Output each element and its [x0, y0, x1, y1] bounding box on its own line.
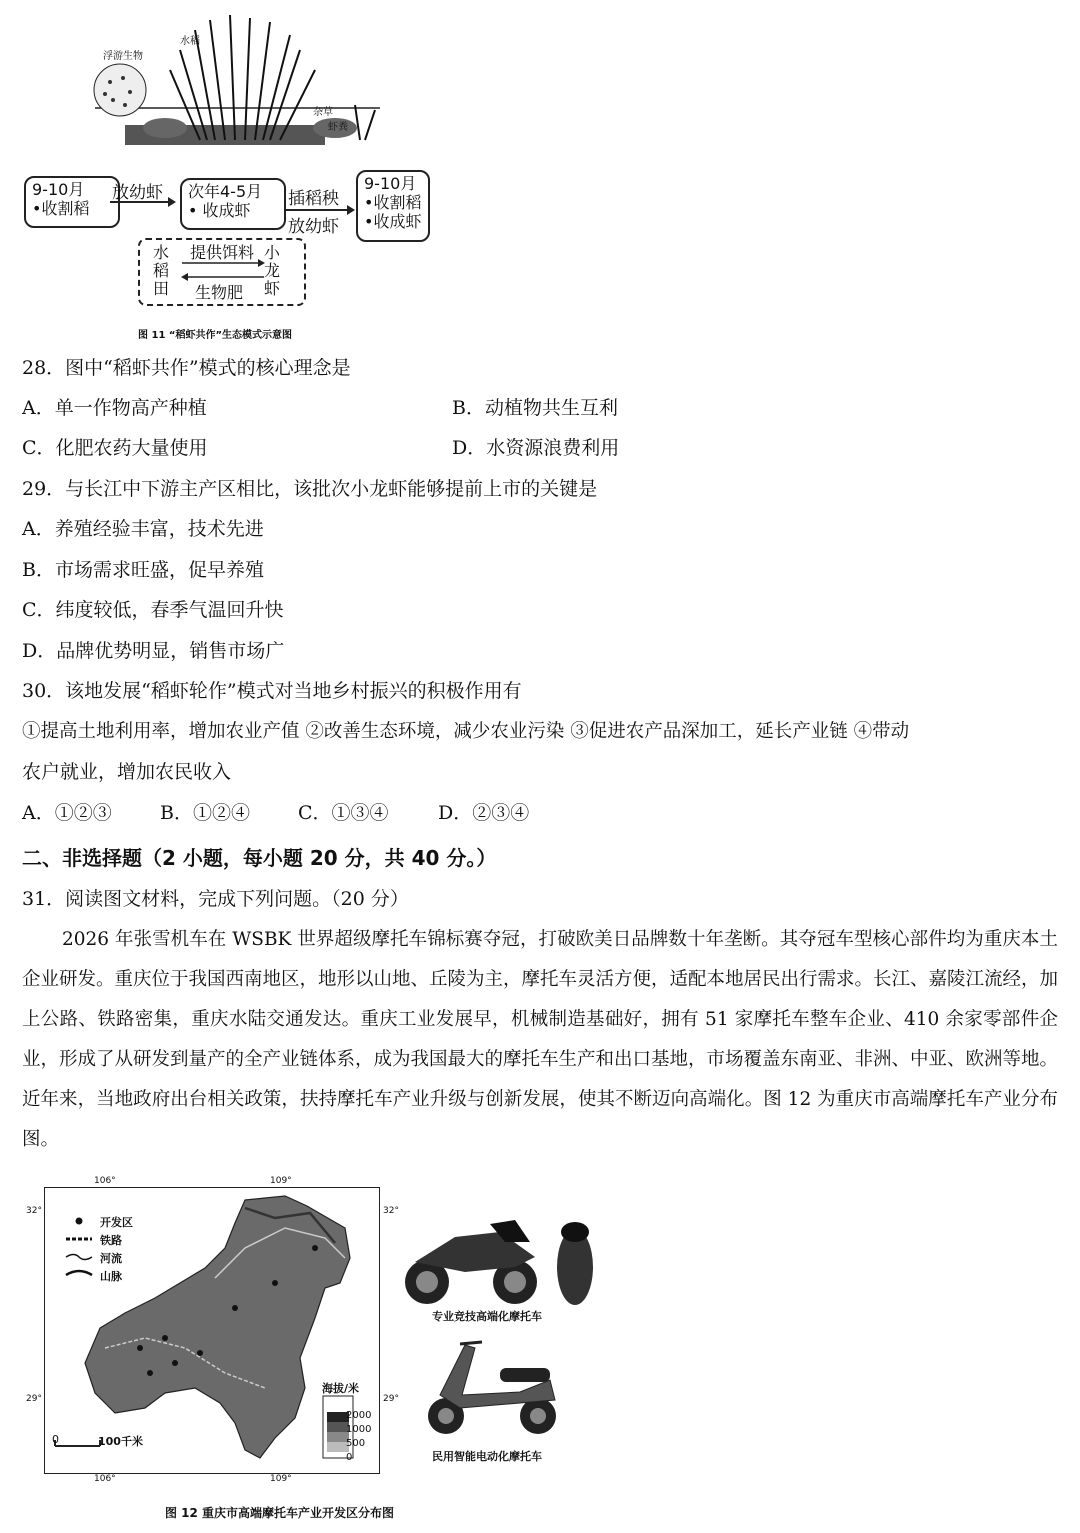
dev-zone-icon	[76, 1218, 83, 1225]
stage-box-3	[356, 170, 430, 242]
q30-option-c[interactable]: C．①③④	[298, 802, 389, 824]
section-2-heading: 二、非选择题（2 小题，每小题 20 分，共 40 分。）	[22, 846, 497, 870]
q30-items-line2: 农户就业，增加农民收入	[22, 761, 232, 783]
q29-option-b[interactable]: B．市场需求旺盛，促早养殖	[22, 559, 264, 581]
q30-items-line1: ①提高土地利用率，增加农业产值 ②改善生态环境，减少农业污染 ③促进农产品深加工，延长产业链 ④带动	[22, 721, 910, 742]
q28-option-a[interactable]: A．单一作物高产种植	[22, 397, 207, 419]
cycle-bottom-label: 生物肥	[195, 283, 244, 302]
q30-option-a[interactable]: A．①②③	[22, 802, 112, 824]
lon-top-left: 106°	[94, 1176, 116, 1186]
stage-box-1-action: •收割稻	[32, 199, 90, 218]
elevation-title: 海拔/米	[322, 1382, 360, 1395]
q30-option-d[interactable]: D．②③④	[438, 802, 530, 824]
q30-option-b[interactable]: B．①②④	[160, 802, 250, 824]
stage-box-1-month: 9-10月	[32, 180, 85, 199]
river-icon	[66, 1255, 92, 1260]
q29-option-a[interactable]: A．养殖经验丰富，技术先进	[22, 518, 264, 540]
weeds-label: 杂草	[313, 107, 333, 118]
lon-bottom-right: 109°	[270, 1474, 292, 1484]
elev-500: 500	[346, 1438, 366, 1449]
elev-1000: 1000	[346, 1424, 372, 1435]
stage-box-3-action-2: •收成虾	[364, 212, 422, 231]
arrow-1-label: 放幼虾	[112, 183, 163, 203]
arrow-2-bottom-label: 放幼虾	[288, 217, 339, 237]
sport-motorcycle-caption: 专业竞技高端化摩托车	[432, 1310, 542, 1323]
scale-100km: 100千米	[98, 1435, 143, 1448]
q31-stem: 31．阅读图文材料，完成下列问题。（20 分）	[22, 888, 409, 910]
stage-box-1	[24, 176, 120, 228]
cycle-left-label: 水稻田	[153, 243, 170, 298]
cycle-top-label: 提供饵料	[190, 243, 255, 262]
q28-stem: 28．图中“稻虾共作”模式的核心理念是	[22, 357, 351, 379]
q28-option-c[interactable]: C．化肥农药大量使用	[22, 437, 208, 459]
electric-scooter-image	[420, 1340, 560, 1440]
cycle-right-label: 小龙虾	[264, 243, 281, 298]
stage-box-2-action: • 收成虾	[188, 201, 251, 220]
figure-11-caption: 图 11 “稻虾共作”生态模式示意图	[138, 330, 293, 341]
stage-box-3-action-1: •收割稻	[364, 193, 422, 212]
legend-railway: 铁路	[100, 1234, 122, 1247]
lat-left-top: 32°	[26, 1206, 42, 1216]
q29-option-d[interactable]: D．品牌优势明显，销售市场广	[22, 640, 285, 662]
shrimp-manure-label: 虾粪	[328, 122, 348, 133]
arrow-right-icon	[108, 196, 178, 208]
q28-option-d[interactable]: D．水资源浪费利用	[452, 437, 620, 459]
legend-mountain: 山脉	[100, 1270, 122, 1283]
elev-0: 0	[346, 1452, 353, 1463]
scale-zero: 0	[52, 1433, 59, 1446]
legend-river: 河流	[100, 1252, 122, 1265]
lat-right-bottom: 29°	[383, 1394, 399, 1404]
elev-2000: 2000	[346, 1410, 372, 1421]
lon-bottom-left: 106°	[94, 1474, 116, 1484]
stage-box-3-month: 9-10月	[364, 174, 417, 193]
figure-12-caption: 图 12 重庆市高端摩托车产业开发区分布图	[165, 1506, 395, 1520]
stage-box-2	[180, 178, 286, 230]
q30-stem: 30．该地发展“稻虾轮作”模式对当地乡村振兴的积极作用有	[22, 680, 522, 702]
rice-shrimp-illustration	[85, 10, 385, 160]
q28-option-b[interactable]: B．动植物共生互利	[452, 397, 618, 419]
q31-paragraph: 2026 年张雪机车在 WSBK 世界超级摩托车锦标赛夺冠，打破欧美日品牌数十年垄断。其夺冠车型核心部件均为重庆本土企业研发。重庆位于我国西南地区，地形以山地、丘陵为主，摩托车灵活方便，适配本地居民出行需求。长江、嘉陵江流经，加上公路、铁路密集，重庆水陆交通发达。重庆工业发展早，机械制造基础好，拥有 51 家摩托车整车企业、410 余家零部件企业，形成了从研发到量产的全产业链体系，成为我国最大的摩托车生产和出口基地，市场覆盖东南亚、非洲、中亚、欧洲等地。近年来，当地政府出台相关政策，扶持摩托车产业升级与创新发展，使其不断迈向高端化。图 12 为重庆市高端摩托车产业分布图。	[22, 929, 1059, 1150]
lat-left-bottom: 29°	[26, 1394, 42, 1404]
lon-top-right: 109°	[270, 1176, 292, 1186]
plankton-label: 浮游生物	[103, 51, 143, 62]
q29-option-c[interactable]: C．纬度较低，春季气温回升快	[22, 599, 284, 621]
exchange-arrows-icon	[180, 258, 266, 282]
lat-right-top: 32°	[383, 1206, 399, 1216]
map-legend-symbols	[62, 1212, 96, 1284]
arrow-2-top-label: 插稻秧	[288, 189, 339, 209]
rice-label: 水稻	[180, 36, 200, 47]
legend-dev-zone: 开发区	[100, 1216, 133, 1229]
electric-scooter-caption: 民用智能电动化摩托车	[432, 1450, 542, 1463]
mountain-icon	[66, 1271, 92, 1275]
q29-stem: 29．与长江中下游主产区相比，该批次小龙虾能够提前上市的关键是	[22, 478, 598, 500]
stage-box-2-month: 次年4-5月	[188, 182, 263, 201]
sport-motorcycle-image	[395, 1212, 600, 1307]
